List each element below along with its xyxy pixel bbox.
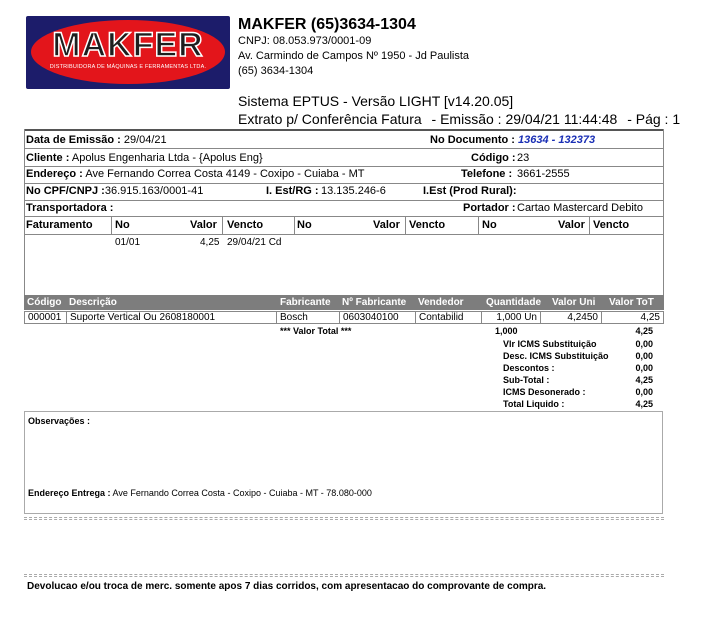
emission-label: Data de Emissão : (26, 134, 121, 146)
item-total: 4,25 (601, 311, 664, 324)
delivery-address (28, 488, 372, 498)
divider (24, 148, 664, 149)
col-seller: Vendedor (418, 297, 464, 308)
client-code-label: Código : (471, 152, 516, 164)
client-label: Cliente : (26, 152, 70, 164)
totals-value: 4,25 (635, 399, 653, 409)
address-value: Ave Fernando Correa Costa 4149 - Coxipo - Cuiaba - MT (85, 168, 365, 180)
totals-value: 0,00 (635, 387, 653, 397)
bearer-value: Cartao Mastercard Debito (517, 202, 643, 214)
system-version: Sistema EPTUS - Versão LIGHT [v14.20.05] (238, 93, 514, 109)
delivery-label: Endereço Entrega : (28, 488, 111, 498)
totals-label: Vlr ICMS Substituição (503, 339, 597, 349)
cpf-row (24, 185, 664, 197)
observations-box (24, 411, 663, 514)
total-label: *** Valor Total *** (280, 326, 352, 336)
divider (24, 183, 664, 184)
divider (24, 166, 664, 167)
cpf-label: No CPF/CNPJ : (26, 185, 105, 197)
observations-label: Observações : (28, 416, 91, 426)
total-qty: 1,000 (495, 326, 518, 336)
item-maker: Bosch (276, 311, 340, 324)
item-code: 000001 (24, 311, 67, 324)
emission-row (24, 134, 664, 146)
totals-label: Total Liquido : (503, 399, 565, 409)
client-code: 23 (517, 152, 530, 164)
col-divider (589, 216, 590, 235)
billing-col-no: No (482, 219, 497, 231)
col-qty: Quantidade (486, 297, 542, 308)
totals-label: ICMS Desonerado : (503, 387, 586, 397)
logo-tagline: DISTRIBUIDORA DE MÁQUINAS E FERRAMENTAS LTDA. (49, 64, 207, 70)
billing-no: 01/01 (115, 237, 141, 248)
divider (24, 234, 664, 235)
phone-label: Telefone : (461, 168, 513, 180)
billing-col-no: No (297, 219, 312, 231)
ie-value: 13.135.246-6 (321, 185, 386, 197)
item-desc: Suporte Vertical Ou 2608180001 (66, 311, 277, 324)
emission-date: 29/04/21 (123, 134, 167, 146)
totals-label: Sub-Total : (503, 375, 550, 385)
col-unit: Valor Uni (552, 297, 596, 308)
item-qty: 1,000 Un (481, 311, 541, 324)
company-phone: (65) 3634-1304 (238, 65, 314, 77)
totals-value: 0,00 (635, 351, 653, 361)
billing-col-valor: Valor (373, 219, 400, 231)
col-divider (478, 216, 479, 235)
box-left-border (24, 129, 25, 295)
bearer-label: Portador : (463, 202, 516, 214)
carrier-row (24, 202, 664, 214)
logo-word: MAKFER (52, 26, 204, 64)
totals-value: 0,00 (635, 339, 653, 349)
company-address: Av. Carmindo de Campos Nº 1950 - Jd Paulista (238, 50, 470, 62)
billing-col-vencto: Vencto (409, 219, 446, 231)
cut-line (24, 517, 664, 518)
col-desc: Descrição (69, 297, 117, 308)
billing-col-valor: Valor (558, 219, 585, 231)
totals-label: Desc. ICMS Substituição (503, 351, 609, 361)
totals-value: 0,00 (635, 363, 653, 373)
cut-line (24, 576, 664, 577)
cut-line (24, 519, 664, 520)
item-maker-no: 0603040100 (339, 311, 416, 324)
billing-label: Faturamento (26, 219, 93, 231)
total-value: 4,25 (635, 326, 653, 336)
billing-vencto: 29/04/21 Cd (227, 237, 282, 248)
doc-number: 13634 - 132373 (518, 134, 596, 146)
ie-label: I. Est/RG : (266, 185, 319, 197)
col-maker-no: Nº Fabricante (342, 297, 407, 308)
doc-number-label: No Documento : (430, 134, 515, 146)
address-label: Endereço : (26, 168, 83, 180)
item-unit: 4,2450 (540, 311, 602, 324)
carrier-label: Transportadora : (26, 202, 114, 214)
company-logo (26, 16, 230, 89)
col-maker: Fabricante (280, 297, 331, 308)
cpf-value: 36.915.163/0001-41 (104, 185, 204, 197)
page-number: - Pág : 1 (627, 111, 681, 127)
company-cnpj: CNPJ: 08.053.973/0001-09 (238, 35, 372, 47)
billing-header (24, 219, 664, 231)
footer-note: Devolucao e/ou troca de merc. somente apos 7 dias corridos, com apresentacao do comprovante de compra. (27, 581, 547, 592)
divider (24, 216, 664, 217)
col-divider (405, 216, 406, 235)
billing-col-valor: Valor (190, 219, 217, 231)
client-row (24, 152, 664, 164)
totals-label: Descontos : (503, 363, 555, 373)
col-code: Código (27, 297, 62, 308)
emission-datetime: - Emissão : 29/04/21 11:44:48 (431, 111, 618, 127)
col-divider (222, 216, 223, 235)
billing-col-vencto: Vencto (593, 219, 630, 231)
company-name: MAKFER (65)3634-1304 (238, 16, 416, 33)
phone-value: 3661-2555 (517, 168, 570, 180)
billing-col-no: No (115, 219, 130, 231)
items-header (24, 295, 664, 310)
billing-col-vencto: Vencto (227, 219, 264, 231)
delivery-value: Ave Fernando Correa Costa - Coxipo - Cuiaba - MT - 78.080-000 (112, 488, 372, 498)
divider (24, 200, 664, 201)
totals-value: 4,25 (635, 375, 653, 385)
header-top-border (24, 129, 664, 131)
col-divider (111, 216, 112, 235)
box-right-border (663, 129, 664, 295)
col-divider (294, 216, 295, 235)
extract-title (238, 111, 680, 127)
client-name: Apolus Engenharia Ltda - {Apolus Eng} (71, 152, 263, 164)
col-total: Valor ToT (609, 297, 654, 308)
billing-valor: 4,25 (200, 237, 220, 248)
ie-rural-label: I.Est (Prod Rural): (423, 185, 517, 197)
extract-label: Extrato p/ Conferência Fatura (238, 111, 422, 127)
item-seller: Contabilid (415, 311, 482, 324)
cut-line (24, 574, 664, 575)
address-row (24, 168, 664, 180)
